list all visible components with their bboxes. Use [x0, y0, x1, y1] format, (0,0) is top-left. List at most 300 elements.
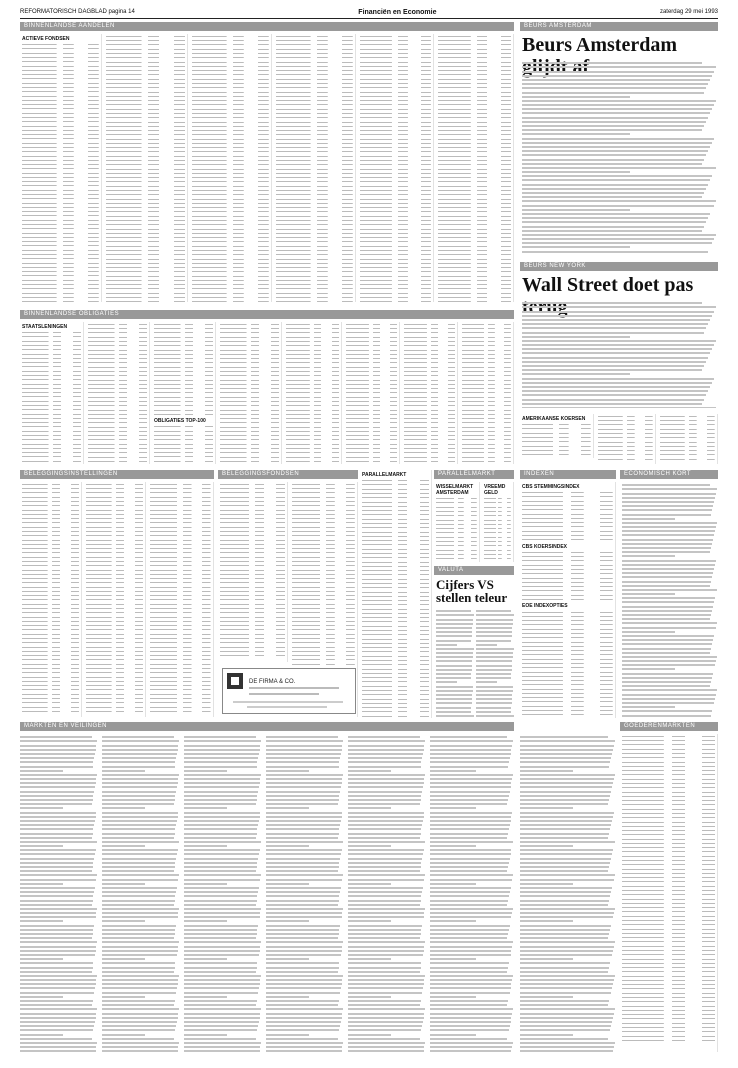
- table-row: [438, 283, 511, 287]
- text-line: [520, 757, 611, 759]
- table-row: [438, 150, 511, 154]
- text-line: [184, 745, 260, 747]
- table-row: [438, 133, 511, 137]
- table-row: [292, 560, 355, 564]
- table-row: [438, 95, 511, 99]
- table-wisselmarkt: [434, 482, 480, 562]
- text-line: [20, 937, 92, 939]
- text-line: [622, 572, 713, 574]
- table-row: [220, 361, 279, 365]
- table-row: [346, 323, 397, 327]
- table-row: [220, 633, 285, 637]
- text-line: [430, 820, 511, 822]
- table-row: [22, 459, 81, 463]
- table-row: [404, 400, 455, 404]
- table-row: [522, 675, 613, 679]
- table-row: [106, 90, 185, 94]
- table-row: [22, 615, 79, 619]
- text-line: [522, 205, 714, 207]
- table-row: [220, 455, 279, 459]
- text-line: [20, 866, 93, 868]
- text-line: [20, 858, 94, 860]
- table-row: [22, 705, 79, 709]
- table-row: [438, 292, 511, 296]
- text-line: [430, 736, 507, 738]
- text-line: [476, 610, 511, 612]
- table-row: [220, 387, 279, 391]
- text-line: [430, 912, 512, 914]
- table-row: [438, 52, 511, 56]
- text-line: [476, 698, 512, 700]
- table-row: [622, 863, 715, 867]
- table-row: [522, 585, 613, 589]
- text-line: [436, 640, 471, 642]
- text-line: [184, 1050, 260, 1052]
- text-line: [522, 138, 714, 140]
- table-row: [22, 167, 99, 171]
- table-row: [462, 413, 511, 417]
- text-line: [102, 757, 176, 759]
- text-line: [348, 761, 421, 763]
- text-line: [20, 791, 94, 793]
- table-obligaties-5: [284, 322, 342, 464]
- table-row: [360, 150, 431, 154]
- table-row: [484, 540, 511, 544]
- table-row: [292, 517, 355, 521]
- section-bar-beleggingsfondsen: BELEGGINGSFONDSEN: [218, 470, 358, 479]
- text-line: [430, 962, 509, 964]
- table-row: [276, 43, 353, 47]
- text-line: [20, 904, 92, 906]
- table-row: [362, 569, 429, 573]
- text-line: [430, 929, 509, 931]
- table-row: [192, 35, 269, 39]
- table-row: [276, 257, 353, 261]
- text-line: [266, 916, 342, 918]
- table-row: [622, 782, 715, 786]
- table-row: [154, 408, 213, 412]
- table-row: [360, 232, 431, 236]
- table-row: [404, 344, 455, 348]
- table-row: [360, 197, 431, 201]
- table-row: [484, 514, 511, 518]
- table-row: [154, 383, 213, 387]
- table-row: [362, 702, 429, 706]
- text-line: [430, 858, 510, 860]
- text-line: [622, 501, 714, 503]
- table-row: [438, 274, 511, 278]
- table-row: [346, 413, 397, 417]
- table-row: [404, 404, 455, 408]
- table-row: [622, 867, 715, 871]
- table-row: [220, 611, 285, 615]
- valuta-article-col-1: [436, 608, 474, 718]
- table-row: [484, 531, 511, 535]
- text-line: [102, 833, 175, 835]
- table-row: [436, 544, 477, 548]
- table-row: [220, 543, 285, 547]
- table-row: [360, 133, 431, 137]
- table-row: [88, 344, 147, 348]
- table-row: [22, 361, 81, 365]
- table-row: [86, 555, 143, 559]
- table-row: [220, 645, 285, 649]
- table-row: [404, 357, 455, 361]
- table-row: [220, 331, 279, 335]
- text-line: [622, 484, 710, 486]
- table-row: [292, 513, 355, 517]
- text-line: [520, 996, 573, 998]
- text-line: [520, 799, 609, 801]
- text-line: [430, 879, 512, 881]
- table-row: [292, 590, 355, 594]
- text-line: [522, 133, 630, 135]
- text-line: [522, 348, 712, 350]
- text-line: [102, 799, 175, 801]
- table-row: [346, 451, 397, 455]
- table-row: [192, 240, 269, 244]
- table-row: [362, 552, 429, 556]
- table-row: [192, 223, 269, 227]
- table-row: [522, 717, 613, 718]
- text-line: [622, 560, 716, 562]
- text-line: [20, 979, 96, 981]
- text-line: [436, 610, 471, 612]
- text-line: [184, 916, 260, 918]
- table-row: [522, 683, 613, 687]
- text-line: [348, 803, 420, 805]
- table-row: [362, 530, 429, 534]
- table-row: [346, 366, 397, 370]
- table-row: [22, 120, 99, 124]
- text-line: [430, 1046, 512, 1048]
- text-line: [266, 753, 341, 755]
- table-row: [292, 641, 355, 645]
- table-row: [106, 56, 185, 60]
- text-line: [348, 820, 423, 822]
- table-row: [192, 86, 269, 90]
- text-line: [348, 904, 420, 906]
- table-staatsleningen: [20, 322, 84, 464]
- table-row: [150, 504, 211, 508]
- table-row: [192, 107, 269, 111]
- table-row: [286, 323, 339, 327]
- table-row: [360, 274, 431, 278]
- text-line: [102, 1029, 175, 1031]
- table-row: [522, 649, 613, 653]
- text-line: [348, 866, 421, 868]
- text-line: [184, 908, 261, 910]
- table-row: [150, 688, 211, 692]
- table-title: PARALLELMARKT: [362, 472, 407, 478]
- table-row: [22, 382, 81, 386]
- table-row: [192, 56, 269, 60]
- table-row: [86, 680, 143, 684]
- table-row: [22, 154, 99, 158]
- text-line: [436, 619, 473, 621]
- text-line: [102, 912, 178, 914]
- table-row: [522, 598, 613, 602]
- table-row: [276, 35, 353, 39]
- text-line: [266, 833, 339, 835]
- text-line: [520, 736, 608, 738]
- table-row: [346, 443, 397, 447]
- table-row: [522, 589, 613, 593]
- text-line: [266, 770, 309, 772]
- table-row: [362, 697, 429, 701]
- text-line: [522, 146, 710, 148]
- table-row: [22, 193, 99, 197]
- text-line: [430, 774, 513, 776]
- table-row: [438, 189, 511, 193]
- text-line: [266, 987, 341, 989]
- text-line: [184, 1042, 261, 1044]
- text-line: [430, 795, 509, 797]
- text-line: [522, 327, 706, 329]
- table-row: [484, 497, 511, 501]
- markten-col-6: [430, 734, 514, 1052]
- table-row: [346, 336, 397, 340]
- table-row: [22, 438, 81, 442]
- text-line: [184, 807, 227, 809]
- table-row: [292, 483, 355, 487]
- table-row: [438, 262, 511, 266]
- table-row: [22, 249, 99, 253]
- table-row: [154, 455, 213, 459]
- table-row: [22, 688, 79, 692]
- table-row: [150, 564, 211, 568]
- table-row: [220, 374, 279, 378]
- text-line: [266, 803, 338, 805]
- table-row: [286, 327, 339, 331]
- table-row: [106, 82, 185, 86]
- text-line: [430, 778, 512, 780]
- text-line: [520, 770, 573, 772]
- table-row: [154, 370, 213, 374]
- text-line: [102, 967, 175, 969]
- text-line: [184, 920, 227, 922]
- text-line: [348, 853, 423, 855]
- table-row: [220, 517, 285, 521]
- text-line: [348, 983, 424, 985]
- table-row: [438, 176, 511, 180]
- text-line: [20, 833, 93, 835]
- table-row: [150, 581, 211, 585]
- table-row: [360, 95, 431, 99]
- text-line: [184, 1046, 260, 1048]
- table-row: [154, 344, 213, 348]
- table-row: [22, 370, 81, 374]
- table-row: [22, 701, 79, 705]
- text-line: [348, 862, 421, 864]
- table-row: [522, 670, 613, 674]
- table-row: [622, 876, 715, 880]
- table-row: [438, 266, 511, 270]
- text-line: [20, 879, 96, 881]
- table-row: [360, 35, 431, 39]
- table-row: [220, 504, 285, 508]
- text-line: [266, 791, 340, 793]
- table-row: [484, 527, 511, 531]
- table-row: [22, 447, 81, 451]
- text-line: [520, 937, 608, 939]
- table-row: [362, 590, 429, 594]
- table-row: [86, 663, 143, 667]
- table-row: [622, 760, 715, 764]
- text-line: [184, 937, 256, 939]
- table-row: [462, 331, 511, 335]
- text-line: [184, 778, 260, 780]
- table-row: [622, 974, 715, 978]
- table-row: [106, 142, 185, 146]
- table-row: [86, 551, 143, 555]
- text-line: [622, 606, 713, 608]
- table-row: [292, 547, 355, 551]
- table-row: [346, 460, 397, 464]
- text-line: [266, 774, 343, 776]
- text-line: [522, 129, 702, 131]
- table-row: [292, 551, 355, 555]
- text-line: [266, 908, 343, 910]
- table-row: [622, 1039, 715, 1043]
- table-row: [292, 603, 355, 607]
- text-line: [20, 1017, 96, 1019]
- text-line: [622, 610, 712, 612]
- table-row: [438, 137, 511, 141]
- table-row: [22, 133, 99, 137]
- text-line: [266, 807, 309, 809]
- table-row: [22, 56, 99, 60]
- table-row: [438, 253, 511, 257]
- text-line: [348, 824, 422, 826]
- table-row: [150, 624, 211, 628]
- table-row: [404, 374, 455, 378]
- table-row: [462, 438, 511, 442]
- table-row: [220, 404, 279, 408]
- text-line: [184, 941, 261, 943]
- table-row: [404, 378, 455, 382]
- text-line: [622, 526, 716, 528]
- text-line: [20, 745, 96, 747]
- table-row: [22, 124, 99, 128]
- text-line: [20, 1021, 95, 1023]
- table-row: [106, 193, 185, 197]
- table-row: [154, 348, 213, 352]
- text-line: [348, 987, 423, 989]
- table-row: [522, 615, 613, 619]
- text-line: [266, 786, 341, 788]
- table-amerikaanse-koersen: [520, 414, 594, 458]
- text-line: [430, 975, 513, 977]
- section-bar-binnenlandse-obligaties: BINNENLANDSE OBLIGATIES: [20, 310, 514, 319]
- table-row: [462, 417, 511, 421]
- text-line: [20, 766, 93, 768]
- table-row: [404, 425, 455, 429]
- table-row: [462, 434, 511, 438]
- text-line: [266, 920, 309, 922]
- table-row: [88, 361, 147, 365]
- table-row: [522, 657, 613, 661]
- table-row: [86, 577, 143, 581]
- table-row: [220, 447, 279, 451]
- table-row: [22, 560, 79, 564]
- text-line: [102, 895, 175, 897]
- table-row: [220, 526, 285, 530]
- table-row: [22, 69, 99, 73]
- table-row: [106, 95, 185, 99]
- table-row: [86, 538, 143, 542]
- table-row: [438, 69, 511, 73]
- table-row: [438, 197, 511, 201]
- table-row: [22, 543, 79, 547]
- table-row: [86, 504, 143, 508]
- table-row: [88, 331, 147, 335]
- text-line: [20, 971, 92, 973]
- text-line: [348, 912, 424, 914]
- table-row: [220, 594, 285, 598]
- table-row: [438, 129, 511, 133]
- table-row: [276, 39, 353, 43]
- table-row: [436, 557, 477, 561]
- text-line: [184, 925, 258, 927]
- table-row: [360, 215, 431, 219]
- table-row: [86, 633, 143, 637]
- text-line: [184, 1021, 259, 1023]
- text-line: [102, 908, 179, 910]
- table-row: [522, 572, 613, 576]
- table-row: [220, 547, 285, 551]
- text-line: [520, 858, 611, 860]
- table-row: [220, 323, 279, 327]
- text-line: [622, 710, 712, 712]
- table-row: [150, 603, 211, 607]
- table-row: [22, 451, 81, 455]
- table-row: [436, 548, 477, 552]
- table-row: [192, 172, 269, 176]
- table-row: [362, 500, 429, 504]
- table-row: [88, 421, 147, 425]
- table-row: [622, 855, 715, 859]
- text-line: [348, 891, 422, 893]
- table-row: [598, 440, 653, 444]
- table-row: [292, 607, 355, 611]
- text-line: [522, 382, 712, 384]
- text-line: [266, 841, 343, 843]
- table-row: [106, 163, 185, 167]
- table-row: [22, 257, 99, 261]
- text-line: [102, 879, 178, 881]
- table-row: [106, 129, 185, 133]
- text-line: [430, 891, 510, 893]
- text-line: [348, 933, 421, 935]
- table-row: [462, 383, 511, 387]
- text-line: [266, 745, 342, 747]
- text-line: [520, 929, 610, 931]
- table-row: [484, 544, 511, 548]
- table-row: [360, 78, 431, 82]
- table-row: [220, 521, 285, 525]
- table-row: [436, 514, 477, 518]
- text-line: [622, 652, 710, 654]
- table-row: [484, 510, 511, 514]
- text-line: [20, 816, 96, 818]
- text-line: [102, 812, 178, 814]
- text-line: [476, 707, 511, 709]
- table-row: [88, 460, 147, 464]
- table-row: [86, 594, 143, 598]
- advertisement[interactable]: [222, 668, 356, 714]
- table-row: [86, 508, 143, 512]
